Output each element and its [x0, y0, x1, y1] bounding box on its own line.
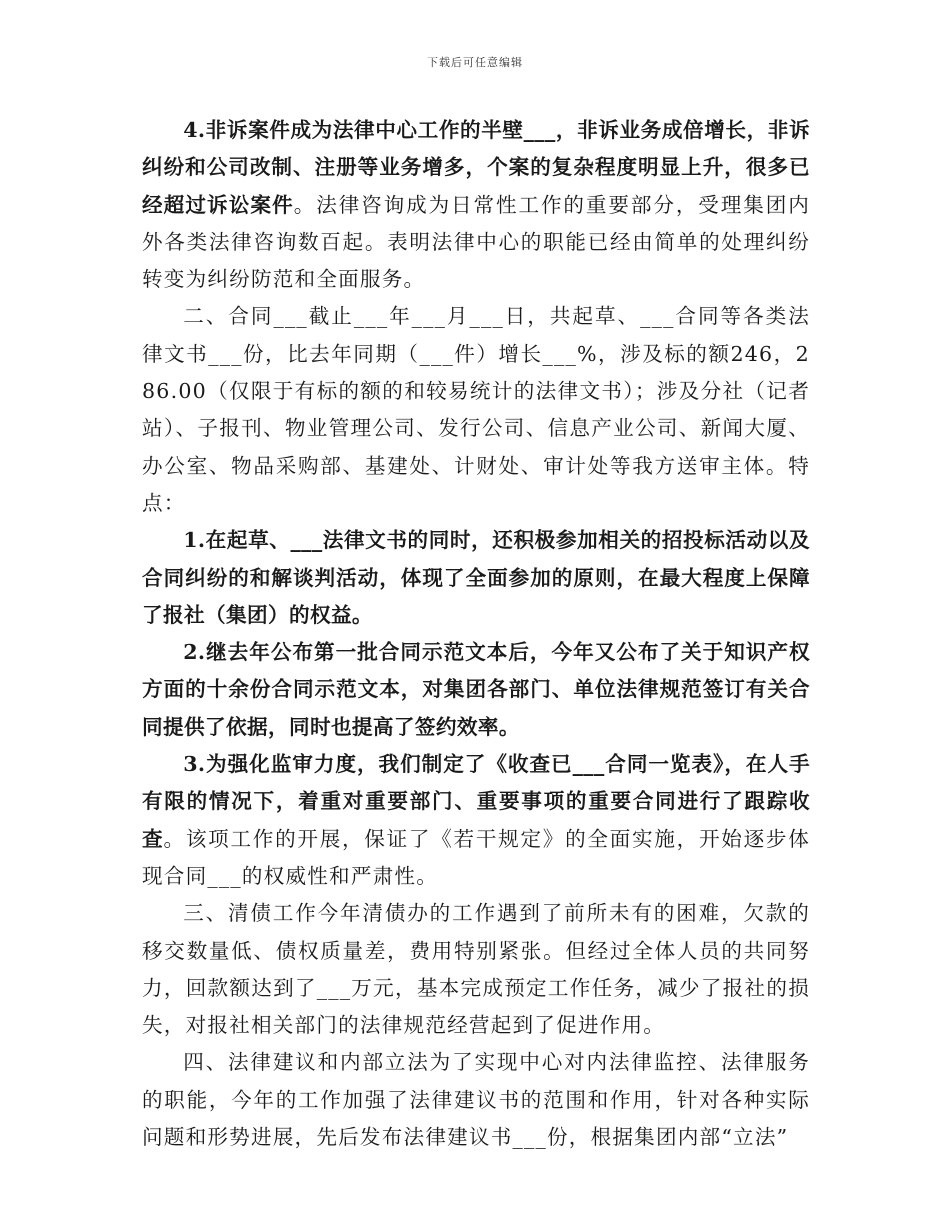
- paragraph-text: 二、合同___截止___年___月___日，共起草、___合同等各类法律文书___份，比去年同期（___件）增长___%，涉及标的额246，286.00（仅限于有标的额的和较易统计的法律文书）；涉及分社（记者站）、子报刊、物业管理公司、发行公司、信息产业公司、新闻大厦、办公室、物品采购部、基建处、计财处、审计处等我方送审主体。特点：: [142, 304, 810, 515]
- paragraph-bold-text: 3.为强化监审力度，我们制定了《收查已___合同一览表》，在人手有限的情况下，着重对重要部门、重要事项的重要合同进行了跟踪收查: [142, 752, 810, 851]
- paragraph-contracts: [142, 298, 810, 522]
- paragraph-bold-text: 2.继去年公布第一批合同示范文本后，今年又公布了关于知识产权方面的十余份合同示范文本，对集团各部门、单位法律规范签订有关合同提供了依据，同时也提高了签约效率。: [142, 640, 810, 739]
- page-header: 下载后可任意编辑: [427, 56, 523, 69]
- paragraph-text: 三、清债工作今年清债办的工作遇到了前所未有的困难，欠款的移交数量低、债权质量差，费用特别紧张。但经过全体人员的共同努力，回款额达到了___万元，基本完成预定工作任务，减少了报社的损失，对报社相关部门的法律规范经营起到了促进作用。: [142, 901, 810, 1038]
- paragraph-text: 。该项工作的开展，保证了《若干规定》的全面实施，开始逐步体现合同___的权威性和严肃性。: [142, 826, 810, 888]
- document-body: [142, 112, 810, 1156]
- paragraph-text: 。法律咨询成为日常性工作的重要部分，受理集团内外各类法律咨询数百起。表明法律中心的职能已经由简单的处理纠纷转变为纠纷防范和全面服务。: [142, 192, 810, 292]
- paragraph-debt-collection: [142, 895, 810, 1044]
- paragraph-bold-text: 4.非诉案件成为法律中心工作的半壁___，非诉业务成倍增长，非诉纠纷和公司改制、注册等业务增多，个案的复杂程度明显上升，很多已经超过诉讼案件: [142, 118, 810, 217]
- paragraph-nonlitigation: [142, 112, 810, 298]
- paragraph-point-2: [142, 634, 810, 746]
- paragraph-legal-advice: [142, 1044, 810, 1156]
- paragraph-point-3: [142, 746, 810, 895]
- paragraph-bold-text: 1.在起草、___法律文书的同时，还积极参加相关的招投标活动以及合同纠纷的和解谈判活动，体现了全面参加的原则，在最大程度上保障了报社（集团）的权益。: [142, 528, 810, 627]
- paragraph-text: 四、法律建议和内部立法为了实现中心对内法律监控、法律服务的职能，今年的工作加强了法律建议书的范围和作用，针对各种实际问题和形势进展，先后发布法律建议书___份，根据集团内部“立法”: [142, 1050, 810, 1150]
- paragraph-point-1: [142, 522, 810, 634]
